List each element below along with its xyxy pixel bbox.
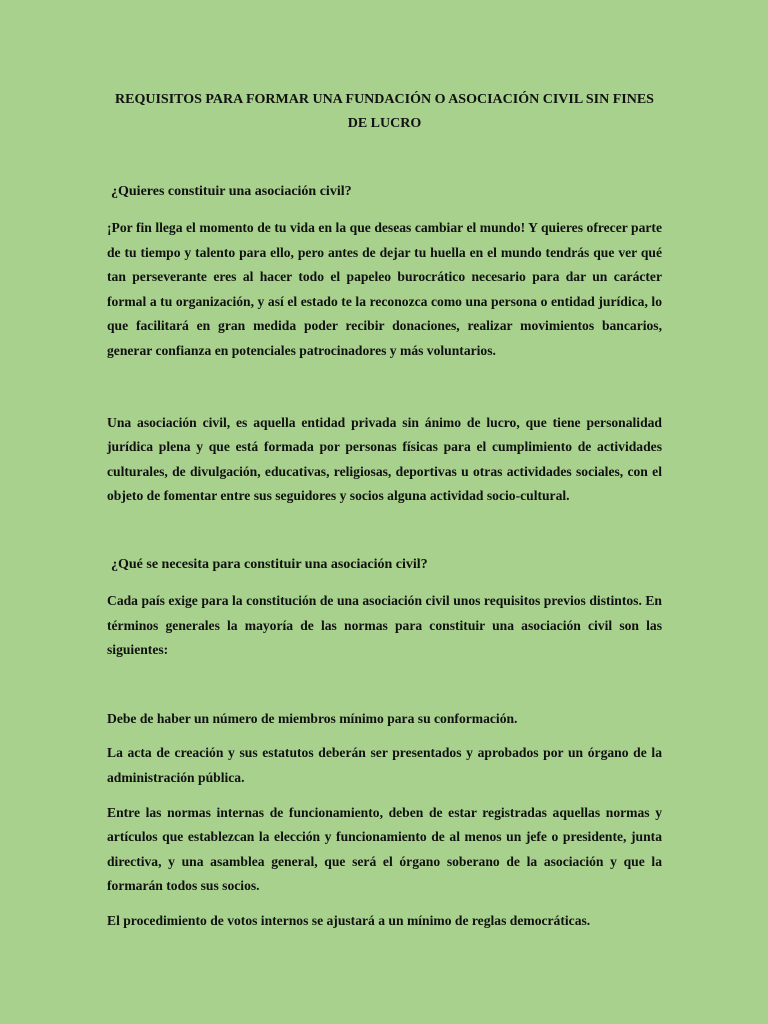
paragraph-requirements-intro: Cada país exige para la constitución de una asociación civil unos requisitos previos distintos. En términos generales la mayoría de las normas para constituir una asociación civil son las siguientes: <box>107 592 662 658</box>
paragraph-intro: ¡Por fin llega el momento de tu vida en la que deseas cambiar el mundo! Y quieres ofrecer parte de tu tiempo y talento para ello, pero antes de dejar tu huella en el mundo tendrás que ver qué tan perseverante eres al hacer todo el papeleo burocrático necesario para dar un carácter formal a tu organización, y así el estado te la reconozca como una persona o entidad jurídica, lo que facilitará en gran medida poder recibir donaciones, realizar movimientos bancarios, generar confianza en potenciales patrocinadores y más voluntarios. <box>107 220 662 358</box>
document-title: REQUISITOS PARA FORMAR UNA FUNDACIÓN O ASOCIACIÓN CIVIL SIN FINES DE LUCRO <box>115 92 654 131</box>
paragraph-definition: Una asociación civil, es aquella entidad privada sin ánimo de lucro, que tiene personalidad jurídica plena y que está formada por personas físicas para el cumplimiento de actividades culturales, de divulgación, educativas, religiosas, deportivas u otras actividades sociales, con el objeto de fomentar entre sus seguidores y socios alguna actividad socio-cultural. <box>107 414 662 504</box>
section-heading-que-se-necesita: ¿Qué se necesita para constituir una asociación civil? <box>111 556 428 572</box>
section-heading-quieres: ¿Quieres constituir una asociación civil? <box>111 184 352 199</box>
requirement-item: El procedimiento de votos internos se ajustará a un mínimo de reglas democráticas. <box>107 912 591 928</box>
requirement-item: La acta de creación y sus estatutos deberán ser presentados y aprobados por un órgano de la administración pública. <box>107 745 662 785</box>
requirement-item: Debe de haber un número de miembros mínimo para su conformación. <box>107 710 518 726</box>
requirement-item: Entre las normas internas de funcionamiento, deben de estar registradas aquellas normas y artículos que establezcan la elección y funcionamiento de al menos un jefe o presidente, junta directiva, y una asamblea general, que será el órgano soberano de la asociación y que la formarán todos sus socios. <box>107 804 662 894</box>
